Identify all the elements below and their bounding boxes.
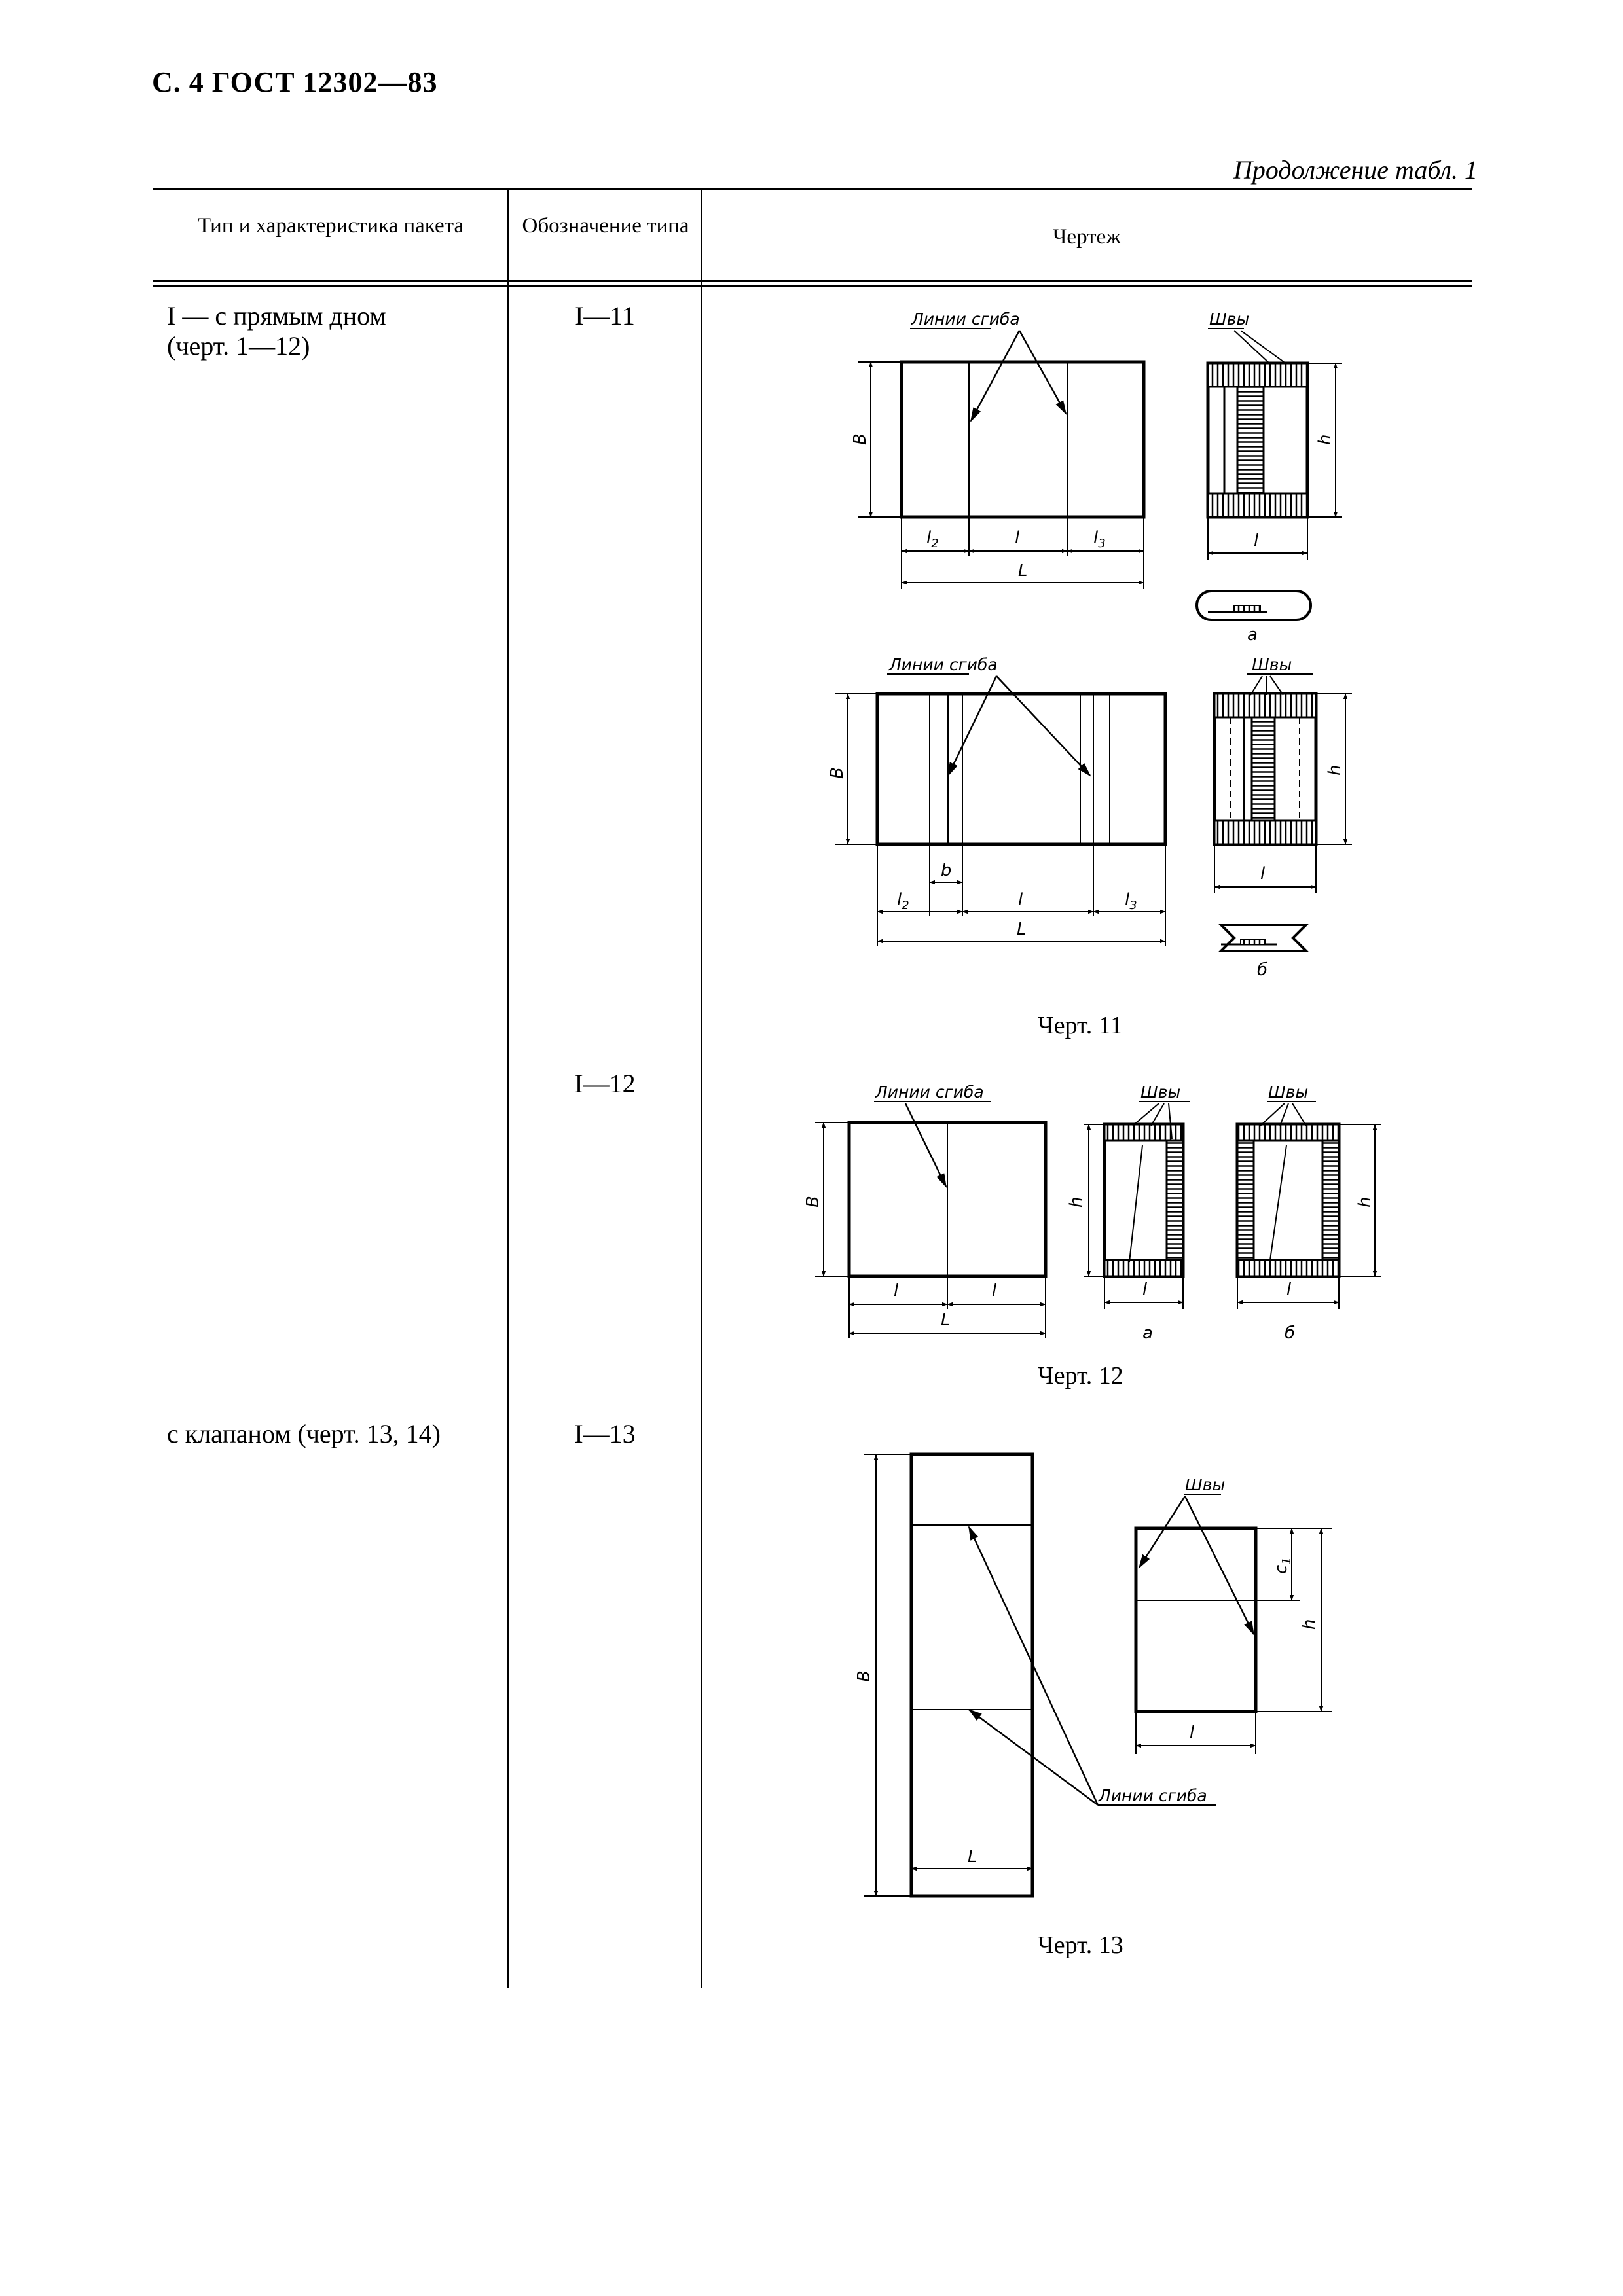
dim-l2: $l_2$ (926, 528, 939, 550)
fig13-tall-pattern (864, 1454, 1216, 1896)
fig11-bottom-fold-lines-label: Линии сгиба (889, 655, 998, 674)
col-header-drawing: Чертеж (1052, 225, 1122, 249)
fig11-detail-b (1221, 925, 1306, 951)
row-characteristic: I — с прямым дном (черт. 1—12) (167, 301, 386, 361)
dim-l: l (1018, 890, 1023, 910)
dim-l: l (1015, 528, 1020, 548)
dim-l: l (992, 1281, 997, 1300)
dim-l: l (1190, 1723, 1195, 1742)
fig12-variant-a-label: а (1142, 1323, 1153, 1343)
dim-l3: $l_3$ (1093, 528, 1106, 550)
row-designation: I—13 (574, 1419, 636, 1448)
dim-B: B (850, 433, 870, 445)
dim-h: h (1325, 764, 1345, 776)
table-continuation-note: Продолжение табл. 1 (1233, 155, 1478, 185)
dim-l: l (1254, 531, 1259, 550)
dim-B: B (854, 1670, 874, 1682)
figure-caption: Черт. 11 (1038, 1012, 1123, 1039)
dim-L: L (1017, 920, 1027, 939)
figure-caption: Черт. 12 (1038, 1362, 1123, 1390)
dim-B: B (828, 767, 847, 779)
dim-L: L (1018, 561, 1028, 581)
dim-L: L (941, 1310, 951, 1330)
col-header-designation: Обозначение типа (522, 214, 689, 238)
dim-l3: $l_3$ (1125, 890, 1137, 912)
fig11-top-seams-label: Швы (1209, 310, 1250, 329)
dim-c1: $c_1$ (1271, 1557, 1294, 1574)
dim-h: h (1300, 1619, 1319, 1630)
dim-h: h (1067, 1196, 1086, 1208)
fig11-bottom-flat-pattern (835, 674, 1165, 946)
fig12-fold-lines-label: Линии сгиба (875, 1083, 984, 1102)
fig11-top-fold-lines-label: Линии сгиба (911, 310, 1020, 329)
fig13-seams-label: Швы (1185, 1475, 1226, 1494)
fig11-variant-a-label: а (1247, 625, 1258, 645)
fig13-fold-lines-label: Линии сгиба (1099, 1786, 1207, 1805)
dim-l: l (894, 1281, 899, 1300)
dim-L: L (968, 1847, 977, 1867)
dim-l: l (1286, 1280, 1292, 1299)
dim-h: h (1315, 434, 1335, 445)
fig12-flat-pattern (815, 1102, 1046, 1338)
dim-l: l (1142, 1280, 1148, 1299)
page-title: С. 4 ГОСТ 12302—83 (152, 66, 438, 98)
fig12-variant-b-label: б (1285, 1323, 1296, 1343)
dim-l2: $l_2$ (897, 890, 909, 912)
col-header-characteristic: Тип и характеристика пакета (197, 214, 464, 238)
dim-b: b (941, 861, 952, 880)
fig12-a-seams-label: Швы (1140, 1083, 1181, 1102)
row-designation: I—11 (575, 301, 635, 331)
row-characteristic: с клапаном (черт. 13, 14) (167, 1419, 441, 1448)
dim-l: l (1260, 864, 1266, 884)
fig11-variant-b-label: б (1257, 960, 1268, 980)
row-designation: I—12 (574, 1069, 636, 1098)
fig11-bottom-seams-label: Швы (1252, 655, 1292, 674)
dim-h: h (1355, 1196, 1375, 1208)
fig11-detail-a (1197, 591, 1311, 620)
fig12-b-seams-label: Швы (1268, 1083, 1309, 1102)
dim-B: B (803, 1196, 823, 1208)
fig12-variant-a (1084, 1102, 1190, 1309)
figure-caption: Черт. 13 (1038, 1931, 1123, 1959)
fig11-bottom-side-view (1214, 674, 1352, 893)
